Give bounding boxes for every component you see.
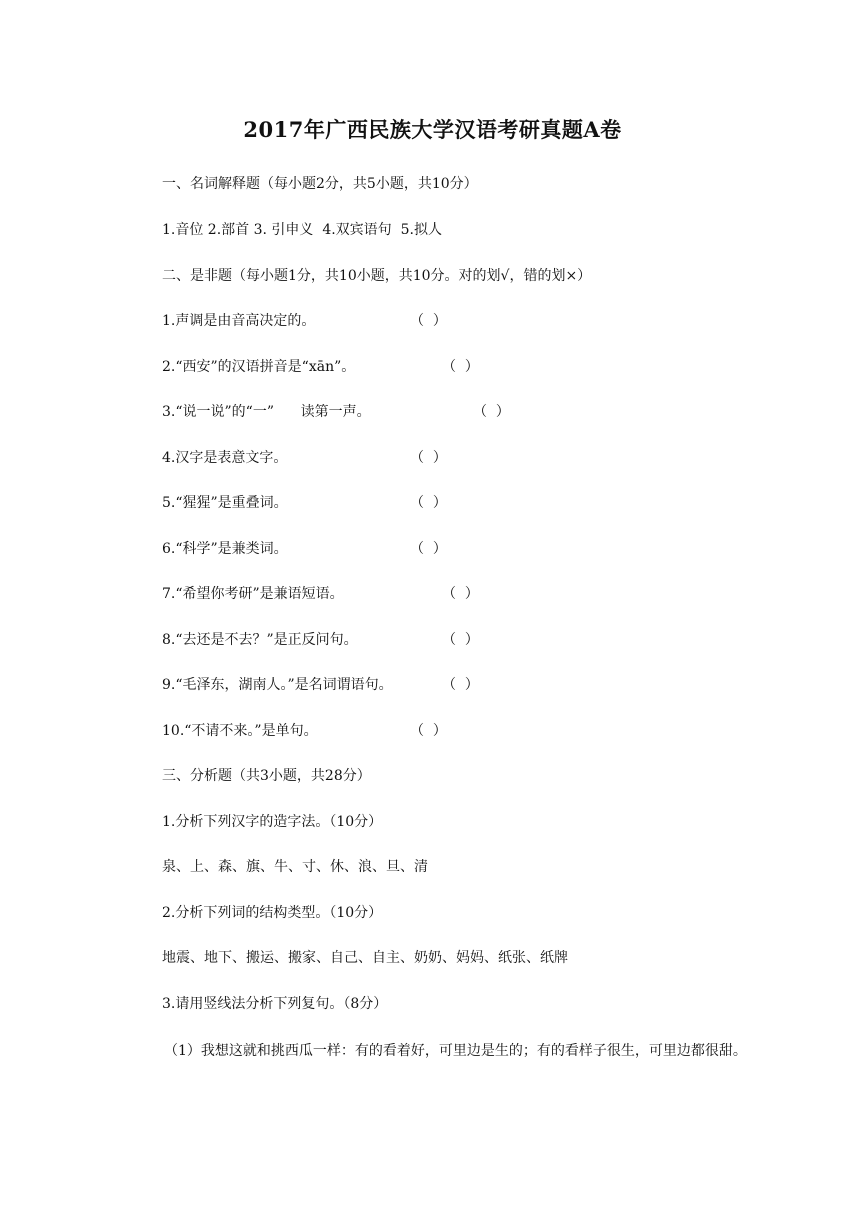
item-text: 4.汉字是表意文字。 — [162, 450, 288, 466]
item-text: 10.“不请不来。”是单句。 — [162, 723, 318, 739]
answer-parentheses: （ ） — [442, 632, 479, 648]
true-false-item — [162, 311, 662, 331]
item-text: 3.“说一说”的“一” 读第一声。 — [162, 404, 371, 420]
item-text: 7.“希望你考研”是兼语短语。 — [162, 586, 344, 602]
answer-parentheses: （ ） — [410, 313, 447, 329]
true-false-item — [162, 493, 662, 513]
answer-parentheses: （ ） — [410, 450, 447, 466]
answer-parentheses: （ ） — [442, 359, 479, 375]
question-1: 1.分析下列汉字的造字法。（10分） — [162, 814, 383, 830]
true-false-item — [162, 721, 662, 741]
question-3-sentence-1: （1）我想这就和挑西瓜一样：有的看着好，可里边是生的；有的看样子很生，可里边都很甜。 — [164, 1043, 747, 1059]
item-text: 5.“猩猩”是重叠词。 — [162, 495, 288, 511]
answer-parentheses: （ ） — [442, 586, 479, 602]
true-false-item — [162, 584, 662, 604]
question-3: 3.请用竖线法分析下列复句。（8分） — [162, 996, 388, 1012]
question-2-words: 地震、地下、搬运、搬家、自己、自主、奶奶、妈妈、纸张、纸牌 — [162, 950, 568, 966]
question-1-characters: 泉、上、森、旗、牛、寸、休、浪、旦、清 — [162, 859, 428, 875]
true-false-item — [162, 448, 662, 468]
section1-heading: 一、名词解释题（每小题2分，共5小题，共10分） — [162, 176, 478, 192]
item-text: 9.“毛泽东，湖南人。”是名词谓语句。 — [162, 677, 393, 693]
true-false-item — [162, 402, 662, 422]
answer-parentheses: （ ） — [473, 404, 510, 420]
true-false-item — [162, 675, 662, 695]
answer-parentheses: （ ） — [410, 495, 447, 511]
item-text: 1.声调是由音高决定的。 — [162, 313, 316, 329]
item-text: 2.“西安”的汉语拼音是“xān”。 — [162, 359, 356, 375]
answer-parentheses: （ ） — [442, 677, 479, 693]
document-title: 2017年广西民族大学汉语考研真题A卷 — [243, 117, 622, 142]
section3-heading: 三、分析题（共3小题，共28分） — [162, 768, 371, 784]
section2-heading: 二、是非题（每小题1分，共10小题，共10分。对的划√，错的划×） — [162, 268, 592, 284]
true-false-item — [162, 539, 662, 559]
item-text: 6.“科学”是兼类词。 — [162, 541, 288, 557]
answer-parentheses: （ ） — [410, 723, 447, 739]
question-2: 2.分析下列词的结构类型。（10分） — [162, 905, 383, 921]
true-false-item — [162, 630, 662, 650]
item-text: 8.“去还是不去？”是正反问句。 — [162, 632, 358, 648]
answer-parentheses: （ ） — [410, 541, 447, 557]
true-false-item — [162, 357, 662, 377]
section1-items: 1.音位 2.部首 3. 引申义 4.双宾语句 5.拟人 — [162, 222, 442, 238]
